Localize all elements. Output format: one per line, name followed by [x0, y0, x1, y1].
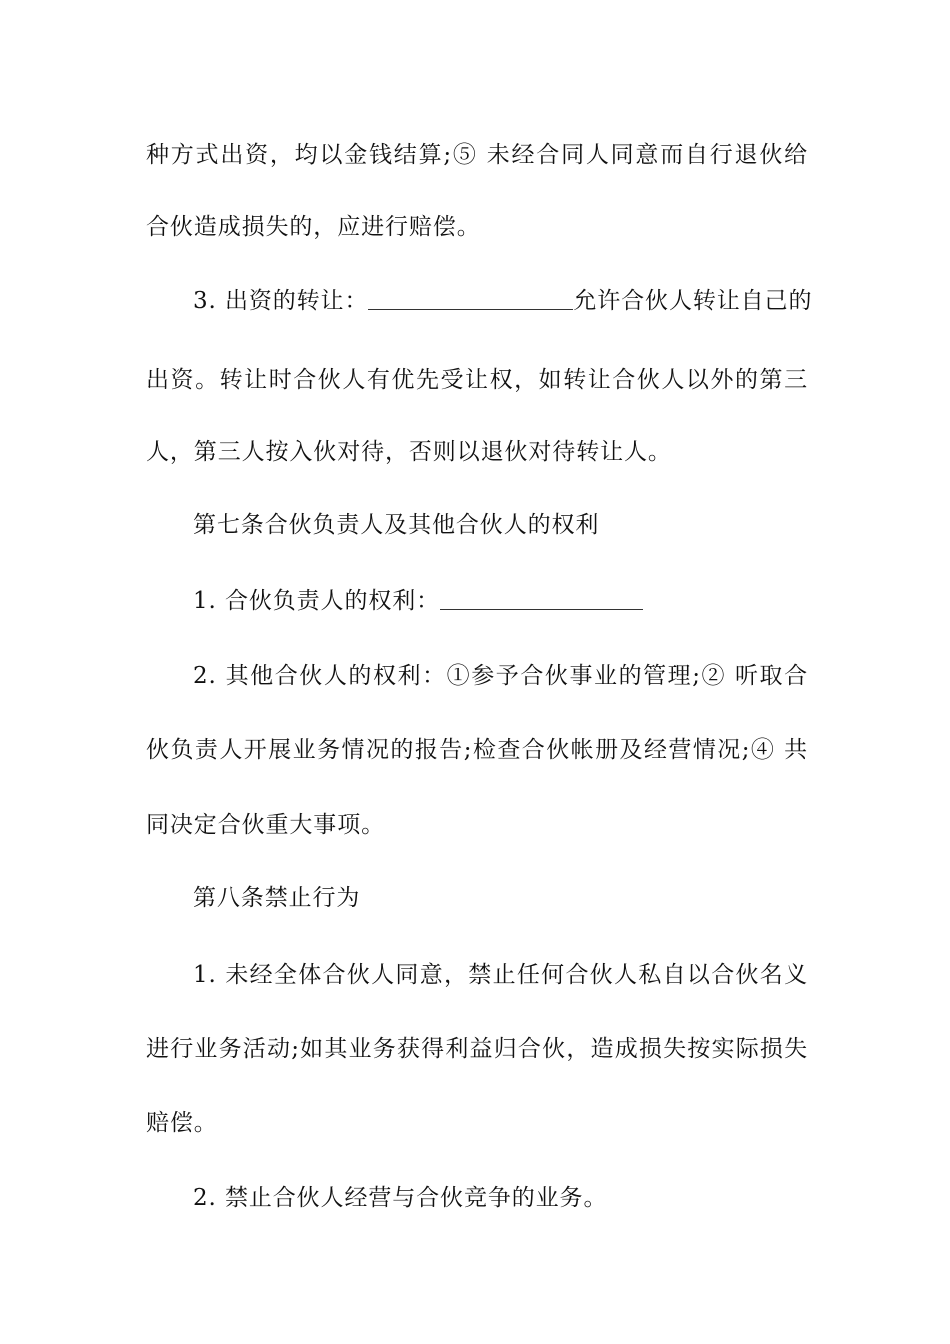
fill-in-blank	[368, 289, 573, 310]
transfer-clause-label: 3. 出资的转让：	[193, 288, 369, 314]
paragraph-line: 2. 禁止合伙人经营与合伙竞争的业务。	[193, 1185, 608, 1211]
paragraph-line: 合伙造成损失的，应进行赔偿。	[146, 214, 481, 240]
transfer-clause-line	[193, 286, 813, 316]
paragraph-line: 1. 未经全体合伙人同意，禁止任何合伙人私自以合伙名义	[193, 962, 808, 988]
paragraph-line: 种方式出资，均以金钱结算;⑤ 未经合同人同意而自行退伙给	[146, 142, 808, 168]
leader-rights-line	[193, 586, 808, 616]
leader-rights-label: 1. 合伙负责人的权利：	[193, 588, 441, 614]
paragraph-line: 2. 其他合伙人的权利：①参予合伙事业的管理;② 听取合	[193, 663, 808, 689]
paragraph-line: 进行业务活动;如其业务获得利益归合伙，造成损失按实际损失	[146, 1036, 808, 1062]
paragraph-line: 同决定合伙重大事项。	[146, 812, 385, 838]
article-7-heading: 第七条合伙负责人及其他合伙人的权利	[193, 512, 600, 538]
paragraph-line: 赔偿。	[146, 1110, 218, 1136]
paragraph-line: 伙负责人开展业务情况的报告;检查合伙帐册及经营情况;④ 共	[146, 737, 808, 763]
paragraph-line: 人，第三人按入伙对待，否则以退伙对待转让人。	[146, 439, 672, 465]
article-8-heading: 第八条禁止行为	[193, 885, 361, 911]
transfer-clause-text: 允许合伙人转让自己的	[573, 288, 813, 314]
fill-in-blank	[440, 589, 643, 610]
paragraph-line: 出资。转让时合伙人有优先受让权，如转让合伙人以外的第三	[146, 367, 808, 393]
